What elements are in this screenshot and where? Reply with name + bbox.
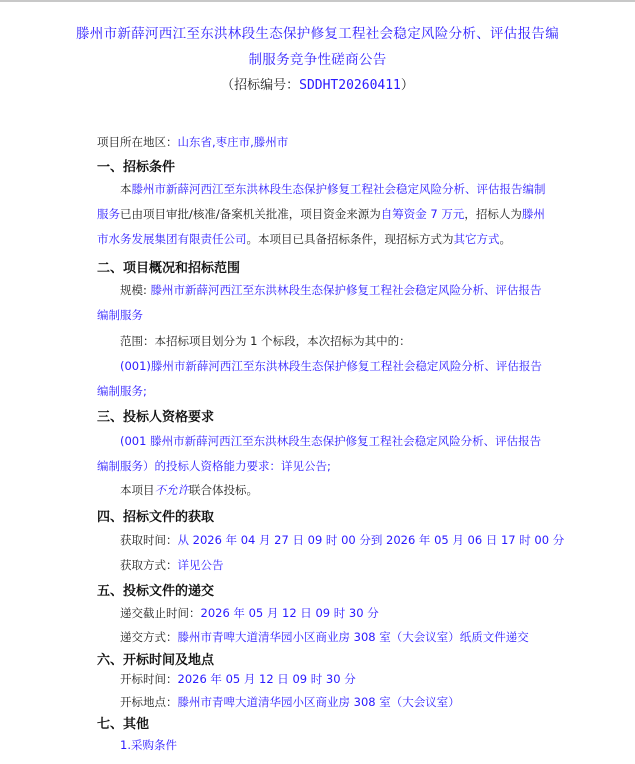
page-title-line2: 制服务竞争性磋商公告 <box>248 52 387 68</box>
fund-source: 自筹资金 7 万元 <box>380 207 465 221</box>
other-item-1: 1.采购条件 <box>120 738 177 752</box>
obtain-way <box>97 553 549 578</box>
label: 开标地点： <box>120 695 178 709</box>
code-value: SDDHT20260411 <box>299 78 401 93</box>
project-region <box>97 130 549 155</box>
section-heading-5: 五、投标文件的递交 <box>97 584 215 599</box>
label: 递交截止时间： <box>120 606 201 620</box>
code-prefix: （招标编号： <box>221 78 300 93</box>
opening-time <box>97 667 549 692</box>
joint-bid-value: 不允许 <box>154 483 189 497</box>
text: ，招标人为 <box>464 207 522 221</box>
joint-bid <box>97 478 549 503</box>
opening-place <box>97 690 549 715</box>
value: 2026 年 05 月 12 日 09 时 30 分 <box>200 606 379 620</box>
submission-deadline <box>97 601 549 626</box>
tenderer: 滕州市水务发展集团有限责任公司 <box>97 207 545 246</box>
value: 滕州市青啤大道清华园小区商业房 308 室（大会议室） <box>177 695 460 709</box>
section-heading-2: 二、项目概况和招标范围 <box>97 261 241 276</box>
region-label: 项目所在地区： <box>97 135 178 149</box>
scope: 范围：本招标项目划分为 1 个标段，本次招标为其中的： <box>120 334 411 348</box>
value: 从 2026 年 04 月 27 日 09 时 00 分到 2026 年 05 月 06 日 17 时 00 分 <box>177 533 565 547</box>
section-heading-4: 四、招标文件的获取 <box>97 510 215 525</box>
code-suffix: ） <box>400 78 414 93</box>
tender-code <box>0 74 635 93</box>
section-heading-7: 七、其他 <box>97 717 150 732</box>
page-title-line1: 滕州市新薛河西江至东洪林段生态保护修复工程社会稳定风险分析、评估报告编 <box>76 26 559 42</box>
section-1-paragraph <box>97 177 549 252</box>
submission-way <box>97 625 567 650</box>
top-border <box>0 0 635 2</box>
text: 已由项目审批/核准/备案机关批准，项目资金来源为 <box>120 207 381 221</box>
label: 获取方式： <box>120 558 178 572</box>
section-heading-6: 六、开标时间及地点 <box>97 653 215 668</box>
text: 联合体投标。 <box>189 483 258 497</box>
scale-label: 规模: <box>120 283 147 297</box>
text: 。 <box>499 232 511 246</box>
region-value: 山东省,枣庄市,滕州市 <box>177 135 289 149</box>
label: 递交方式： <box>120 630 178 644</box>
obtain-time <box>97 528 567 553</box>
qualification-requirement: (001 滕州市新薛河西江至东洪林段生态保护修复工程社会稳定风险分析、评估报告编制服务）的投标人资格能力要求：详见公告; <box>97 434 542 473</box>
label: 开标时间： <box>120 672 178 686</box>
section-heading-3: 三、投标人资格要求 <box>97 410 215 425</box>
text: 本 <box>120 182 132 196</box>
section-heading-1: 一、招标条件 <box>97 160 176 175</box>
text: 。本项目已具备招标条件，现招标方式为 <box>246 232 454 246</box>
lot: (001)滕州市新薛河西江至东洪林段生态保护修复工程社会稳定风险分析、评估报告编制服务; <box>97 359 542 398</box>
tender-method: 其它方式 <box>453 232 500 246</box>
value: 详见公告 <box>177 558 224 572</box>
label: 获取时间： <box>120 533 178 547</box>
scale-value: 滕州市新薛河西江至东洪林段生态保护修复工程社会稳定风险分析、评估报告编制服务 <box>97 283 542 322</box>
text: 本项目 <box>120 483 155 497</box>
value: 滕州市青啤大道清华园小区商业房 308 室（大会议室）纸质文件递交 <box>177 630 529 644</box>
project-name: 滕州市新薛河西江至东洪林段生态保护修复工程社会稳定风险分析、评估报告编制服务 <box>97 182 546 221</box>
value: 2026 年 05 月 12 日 09 时 30 分 <box>177 672 356 686</box>
scale <box>97 278 549 328</box>
